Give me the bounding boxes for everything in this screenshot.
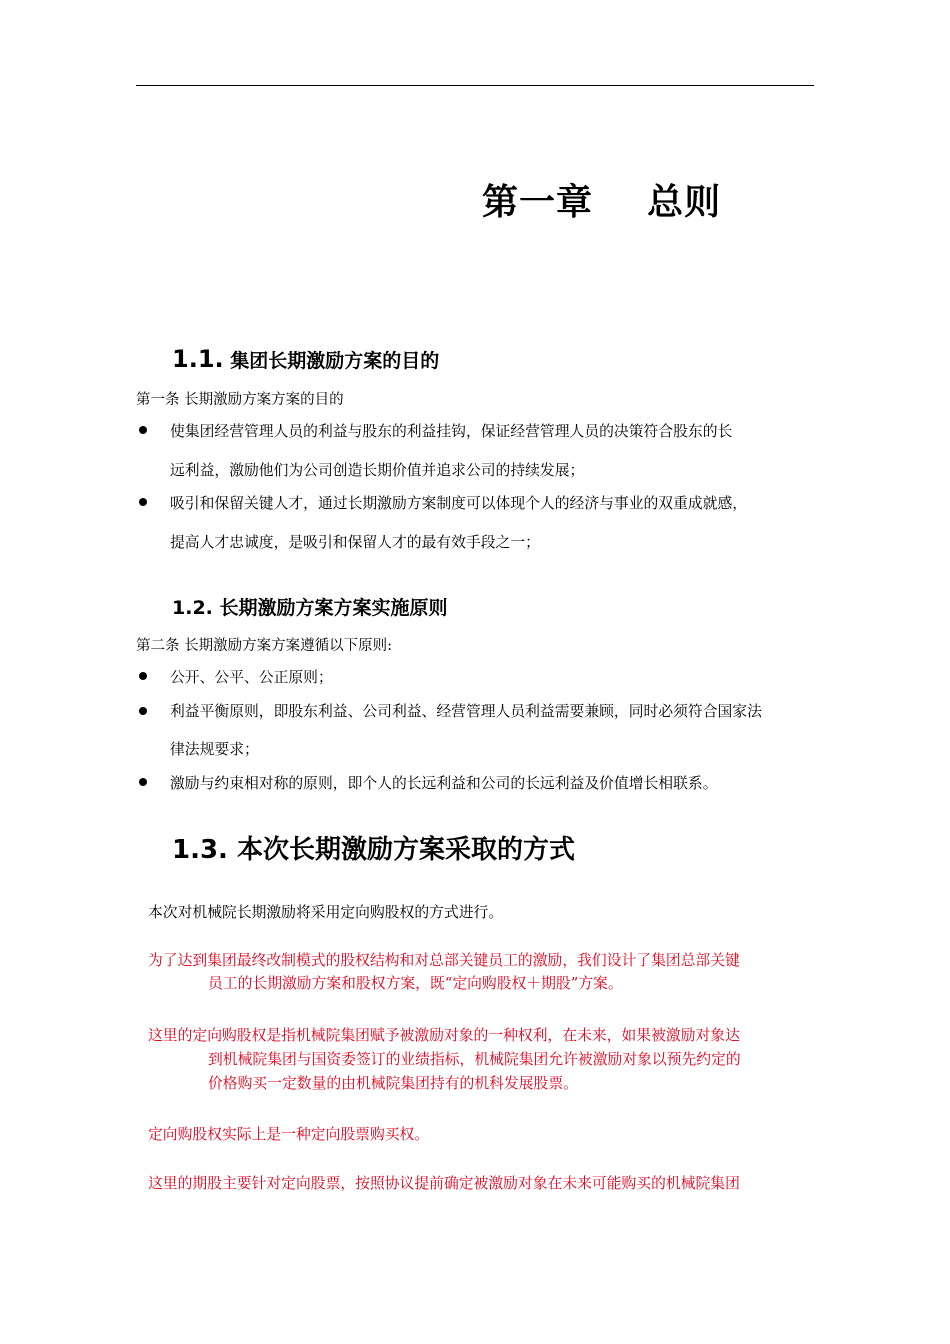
section-number: 1.1.	[172, 345, 224, 373]
section-title: 长期激励方案方案实施原则	[219, 597, 448, 619]
chapter-title: 第一章 总则	[482, 182, 722, 223]
header-rule	[136, 85, 814, 86]
bullet-icon	[139, 672, 147, 680]
section-title: 集团长期激励方案的目的	[230, 350, 440, 372]
section-heading-1-2	[172, 593, 448, 620]
bullet-line: 利益平衡原则，即股东利益、公司利益、经营管理人员利益需要兼顾，同时必须符合国家法	[170, 703, 762, 720]
article-2: 第二条 长期激励方案方案遵循以下原则:	[136, 638, 392, 654]
red-paragraph-line: 这里的定向购股权是指机械院集团赋予被激励对象的一种权利，在未来，如果被激励对象达	[148, 1027, 740, 1044]
section-heading-1-1	[172, 345, 439, 373]
bullet-line: 远利益，激励他们为公司创造长期价值并追求公司的持续发展；	[170, 462, 585, 479]
bullet-icon	[139, 778, 147, 786]
bullet-line: 吸引和保留关键人才，通过长期激励方案制度可以体现个人的经济与事业的双重成就感，	[170, 495, 748, 512]
red-paragraph-line: 这里的期股主要针对定向股票，按照协议提前确定被激励对象在未来可能购买的机械院集团	[148, 1175, 740, 1192]
section-number: 1.2.	[172, 597, 213, 619]
section-title: 本次长期激励方案采取的方式	[237, 835, 576, 865]
section-heading-1-3	[172, 829, 575, 866]
article-1: 第一条 长期激励方案方案的目的	[136, 392, 344, 408]
bullet-icon	[139, 707, 147, 715]
bullet-line: 激励与约束相对称的原则，即个人的长远利益和公司的长远利益及价值增长相联系。	[170, 775, 718, 792]
bullet-line: 律法规要求；	[170, 741, 259, 758]
bullet-line: 提高人才忠诚度，是吸引和保留人才的最有效手段之一；	[170, 534, 540, 551]
bullet-icon	[139, 498, 147, 506]
red-paragraph-line: 为了达到集团最终改制模式的股权结构和对总部关键员工的激励，我们设计了集团总部关键	[148, 952, 740, 969]
bullet-line: 公开、公平、公正原则；	[170, 669, 333, 686]
red-paragraph-line: 定向购股权实际上是一种定向股票购买权。	[148, 1126, 430, 1143]
bullet-icon	[139, 426, 147, 434]
red-paragraph-line: 员工的长期激励方案和股权方案，既“定向购股权＋期股”方案。	[208, 975, 623, 992]
red-paragraph-line: 价格购买一定数量的由机械院集团持有的机科发展股票。	[208, 1075, 578, 1092]
section-number: 1.3.	[172, 835, 228, 865]
bullet-line: 使集团经营管理人员的利益与股东的利益挂钩，保证经营管理人员的决策符合股东的长	[170, 423, 733, 440]
intro-paragraph: 本次对机械院长期激励将采用定向购股权的方式进行。	[148, 904, 504, 921]
red-paragraph-line: 到机械院集团与国资委签订的业绩指标，机械院集团允许被激励对象以预先约定的	[208, 1051, 741, 1068]
